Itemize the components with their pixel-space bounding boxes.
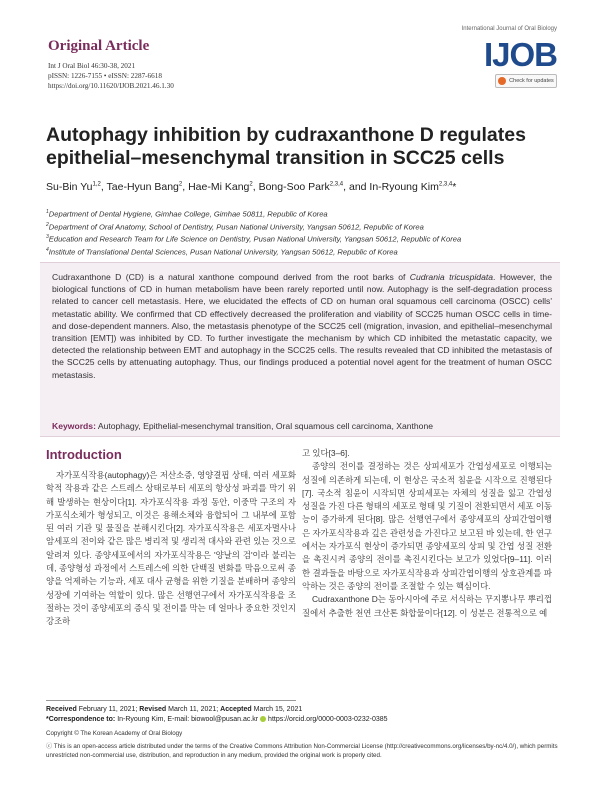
section-label: Original Article [48, 38, 150, 54]
check-updates-icon [498, 77, 506, 85]
author-affiliation-ref: 1,2 [92, 181, 101, 188]
issn: pISSN: 1226-7155 • eISSN: 2287-6618 [48, 72, 162, 80]
intro-paragraph: Cudraxanthone D는 동아시아에 주로 서식하는 꾸지뽕나무 뿌리껍질에서 추출한 천연 크산톤 화합물이다[12]. 이 성분은 전통적으로 예 [302, 594, 552, 618]
author-affiliation-ref: 2 [178, 181, 183, 188]
intro-heading: Introduction [46, 447, 122, 462]
orcid-icon [260, 716, 266, 722]
species-name: Cudrania tricuspidata [409, 272, 494, 282]
citation-meta [48, 61, 174, 91]
intro-paragraph: 종양의 전이를 결정하는 것은 상피세포가 간엽성세포로 이행되는 성질에 의존하게 되는데, 이 현상은 국소적 침윤을 시작으로 진행된다[7]. 국소적 침윤이 시작되면 상피세포는 자체의 성질을 잃고 간엽성 성질을 가진 다른 형태의 세포로 형태 및 기질이 전환되면서 세포 이동능이 증가하게 된다[8]. 많은 선행연구에서 종양세포의 상피간엽이행은 자가포식작용과 깊은 관련성을 가진다고 보고된 바 있는데, 한 연구에서는 자가포식 현상이 증가되면 종양세포의 상피 및 간엽 성질 전환을 촉진시켜 종양의 전이를 촉진시킨다는 보고가 있었다[9–11]. 이러한 결과들을 바탕으로 자가포식작용과 상피간엽이행의 상호관계를 파악하는 것은 종양의 전이를 조절할 수 있는 핵심이다. [302, 461, 552, 591]
abstract-box [40, 262, 560, 437]
correspondence-email[interactable]: In-Ryoung Kim, E-mail: biowool@pusan.ac.kr [117, 716, 259, 723]
affiliation: $^3$Education and Research Team for Life Science on Dentistry, Pusan National University, Yangsan 50612, Republic of Korea [46, 234, 462, 244]
doi-link[interactable]: https://doi.org/10.11620/IJOB.2021.46.1.30 [48, 82, 174, 90]
intro-column-right [302, 447, 552, 620]
journal-logo: IJOB [483, 36, 557, 73]
affiliation: $^2$Department of Oral Anatomy, School of Dentistry, Pusan National University, Yangsan 50612, Republic of Korea [46, 221, 424, 232]
keywords-label: Keywords: [52, 421, 96, 431]
intro-column-left [46, 469, 296, 629]
article-title: Autophagy inhibition by cudraxanthone D regulates epithelial–mesenchymal transition in SCC25 cells [46, 124, 526, 169]
journal-branding [427, 26, 557, 84]
author-affiliation-ref: 2,3,4 [438, 181, 453, 188]
author-list: Su-Bin Yu$^{1,2}$, Tae-Hyun Bang$^2$, Hae-Mi Kang$^2$, Bong-Soo Park$^{2,3,4}$, and In-Ryoung Kim$^{2,3,4}$* [46, 181, 457, 193]
affiliation-list [46, 207, 461, 257]
author-name: Tae-Hyun Bang [106, 181, 179, 193]
intro-paragraph: 자가포식작용(autophagy)은 저산소증, 영양결핍 상태, 여러 세포화학적 작용과 같은 스트레스 상태로부터 세포의 항상성 파괴를 막기 위해 발생하는 현상이다[1]. 자가포식작용 과정 동안, 이중막 구조의 자가포식소체가 형성되고, 이것은 용해소체와 융합되어 그 내부에 포함된 여러 기관 및 물질을 분해시킨다[2]. 자가포식작용은 세포자멸사나 암세포의 전이와 같은 많은 병리적 및 생리적 대사와 관련 있는 것으로 알려져 있다. 종양세포에서의 자가포식작용은 '양날의 검'이라 불리는데, 종양형성 과정에서 스트레스에 의한 단백질 변화를 막음으로써 종양을 억제하는 기능과, 세포 대사 균형을 위한 기질을 분배하며 종양의 성장에 기여하는 역할이 있다. 많은 선행연구에서 자가포식작용을 조절하는 것이 종양세포의 증식 및 전이를 막는 데 얼마나 중요한 것인지 강조하 [46, 470, 296, 627]
author-name: In-Ryoung Kim [369, 181, 439, 193]
license-text: ⓒ This is an open-access article distributed under the terms of the Creative Commons Attribution Non-Commercial License (http://creativecommons.org/licenses/by-nc/4.0/), which permits unrestricted non-commercial use, distribution, and reproduction in any medium, provided the original work is properly cited. [46, 743, 558, 759]
affiliation: $^4$Institute of Translational Dental Sciences, Pusan National University, Yangsan 50612, Republic of Korea [46, 246, 398, 257]
author-name: Su-Bin Yu [46, 181, 93, 193]
copyright: Copyright © The Korean Academy of Oral Biology [46, 730, 183, 737]
author-affiliation-ref: 2 [249, 181, 253, 188]
author-name: Hae-Mi Kang [188, 181, 250, 193]
abstract-text: Cudraxanthone D (CD) is a natural xanthone compound derived from the root barks of Cudrania tricuspidata. However, the biological functions of CD in human metabolism have been rarely reported until now. Autophagy is the self-degradation process related to cancer cell metastasis. Here, we elucidated the effects of CD on human oral squamous cell carcinoma (OSCC) cells' metastatic ability. We confirmed that CD effectively decreased the proliferation and viability of SCC25 human OSCC cells in time- and dose-dependent manners. Also, the metastasis phenotype of the SCC25 cell (migration, invasion, and epithelial–mesenchymal transition [EMT]) was inhibited by CD. To further investigate the mechanism by which CD inhibited the metastatic capacity, we detected the relationship between EMT and autophagy in the SCC25 cells. The results revealed that CD inhibited the metastasis of the SCC25 cells by attenuating autophagy. Thus, our findings produced a potential novel agent for the treatment of human OSCC metastasis. [52, 272, 552, 380]
cc-icon: ⓒ [46, 743, 54, 750]
check-updates-label: Check for updates [509, 78, 554, 84]
keywords [52, 421, 433, 431]
author-name: Bong-Soo Park [258, 181, 330, 193]
author-affiliation-ref: 2,3,4 [329, 181, 344, 188]
citation: Int J Oral Biol 46:30-38, 2021 [48, 62, 136, 70]
footer-divider [46, 700, 296, 701]
orcid-link[interactable]: https://orcid.org/0000-0003-0232-0385 [268, 716, 388, 723]
affiliation: $^1$Department of Dental Hygiene, Gimhae College, Gimhae 50811, Republic of Korea [46, 209, 328, 219]
intro-paragraph: 고 있다[3–6]. [302, 448, 350, 458]
correspondence-label: *Correspondence to: [46, 716, 116, 723]
check-updates-button[interactable] [495, 74, 557, 88]
journal-name: International Journal of Oral Biology [461, 26, 557, 32]
footer-dates: Received February 11, 2021; Revised March 11, 2021; Accepted March 15, 2021 *Correspondence to: In-Ryoung Kim, E-mail: biowool@pusan.ac.kr https://orcid.org/0000-0003-0232-0385 [46, 706, 388, 723]
keywords-list: Autophagy, Epithelial-mesenchymal transition, Oral squamous cell carcinoma, Xanthone [95, 421, 434, 431]
